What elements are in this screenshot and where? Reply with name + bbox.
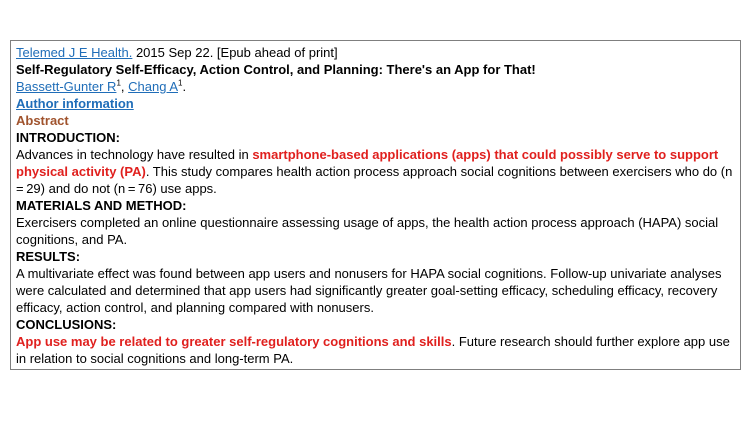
author-affiliation-1: 1 [116,78,121,88]
conclusions-text [16,333,736,367]
author-link-1[interactable]: Bassett-Gunter R [16,79,117,94]
abstract-heading: Abstract [16,113,69,128]
author-separator: , [120,79,129,94]
citation-date: 2015 Sep 22. [Epub ahead of print] [132,45,338,60]
conclusions-heading: CONCLUSIONS: [16,317,117,332]
author-end: . [182,79,187,94]
article-title: Self-Regulatory Self-Efficacy, Action Control, and Planning: There's an App for That! [16,62,536,77]
introduction-highlight: smartphone-based applications (apps) that could possibly serve to support physical activity (PA) [16,147,719,179]
introduction-text-start: Advances in technology have resulted in [16,147,253,162]
results-text: A multivariate effect was found between app users and nonusers for HAPA social cognitions. Follow-up univariate analyses were calculated and determined that app users had significantly greater goal-setting efficacy, scheduling efficacy, recovery efficacy, action control, and planning compared with nonusers. [16,266,722,315]
conclusions-highlight: App use may be related to greater self-regulatory cognitions and skills [16,334,452,349]
methods-text: Exercisers completed an online questionnaire assessing usage of apps, the health action process approach (HAPA) social cognitions, and PA. [16,215,719,247]
introduction-heading: INTRODUCTION: [16,130,120,145]
introduction-text-end: . This study compares health action process approach social cognitions between exercisers who do (n = 29) and do not (n = 76) use apps. [16,164,735,196]
citation-line [16,44,736,61]
methods-heading: MATERIALS AND METHOD: [16,198,187,213]
journal-link[interactable]: Telemed J E Health. [16,45,133,60]
abstract-card [10,40,741,370]
author-affiliation-2: 1 [178,78,183,88]
author-list [16,78,736,95]
introduction-text [16,146,736,197]
author-information-link[interactable]: Author information [16,96,134,111]
conclusions-text-end: . Future research should further explore app use in relation to social cognitions and long-term PA. [16,334,730,366]
author-link-2[interactable]: Chang A [128,79,178,94]
results-heading: RESULTS: [16,249,81,264]
